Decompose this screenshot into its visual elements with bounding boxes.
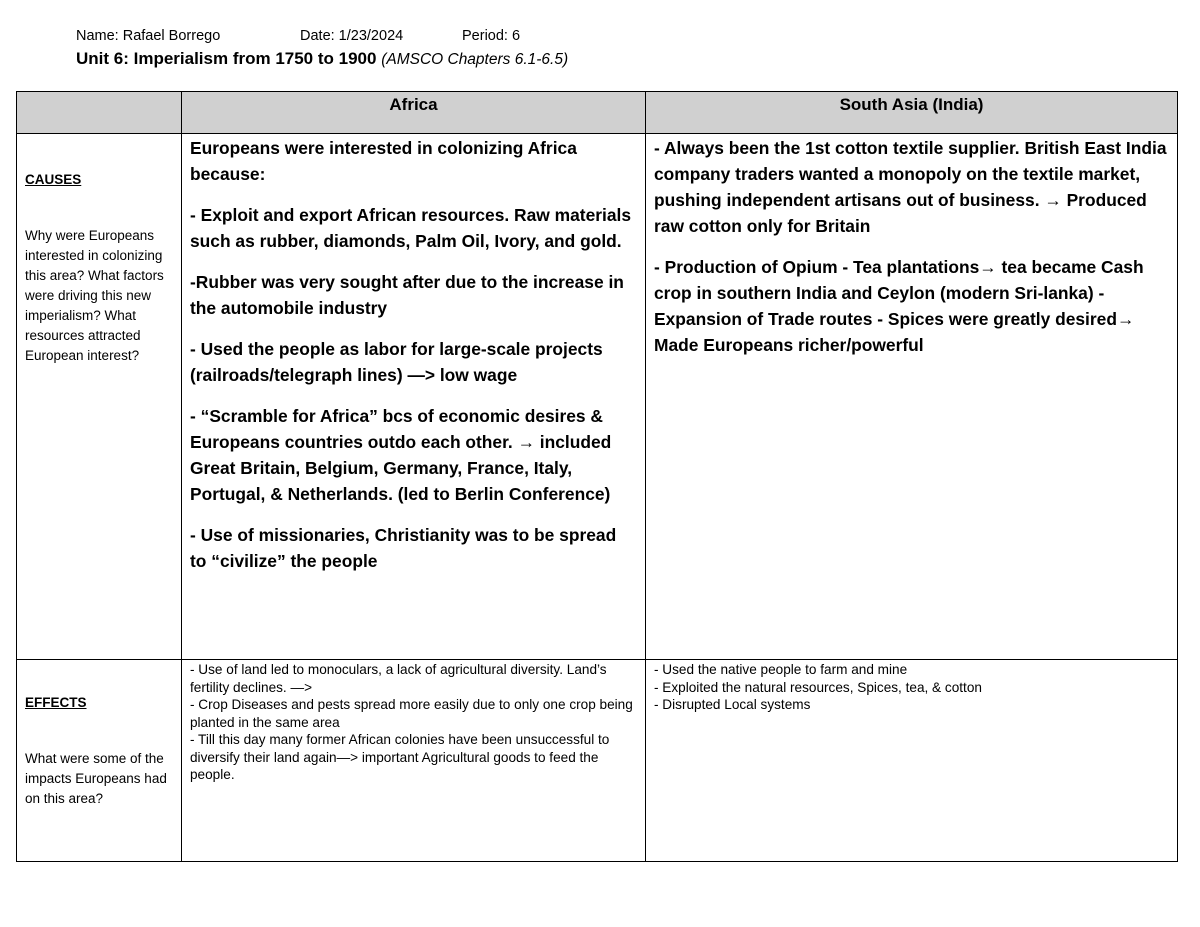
effects-question: What were some of the impacts Europeans had on this area? (25, 751, 167, 806)
causes-africa-item: - Exploit and export African resources. Raw materials such as rubber, diamonds, Palm Oil, Ivory, and gold. (190, 205, 632, 251)
effects-heading: EFFECTS (25, 695, 87, 710)
notes-table (16, 91, 1178, 862)
student-name: Name: Rafael Borrego (76, 28, 221, 44)
causes-africa-item: Europeans were interested in colonizing Africa because: (190, 138, 577, 184)
effects-india-item: - Disrupted Local systems (654, 697, 811, 712)
effects-india-cell[interactable] (646, 660, 1178, 862)
class-period: Period: 6 (462, 28, 521, 44)
causes-africa-item: - “Scramble for Africa” bcs of economic desires & Europeans countries outdo each other. → included Great Britain, Belgium, Germany, France, Italy, Portugal, & Netherlands. (led to Berlin Conference) (190, 406, 612, 504)
assignment-date: Date: 1/23/2024 (300, 28, 404, 44)
effects-label-cell (17, 660, 182, 862)
causes-africa-item: - Use of missionaries, Christianity was to be spread to “civilize” the people (190, 525, 617, 571)
header-cell-blank (17, 92, 182, 134)
causes-india-cell[interactable] (646, 134, 1178, 660)
causes-africa-item: -Rubber was very sought after due to the increase in the automobile industry (190, 272, 624, 318)
causes-africa-item: - Used the people as labor for large-scale projects (railroads/telegraph lines) —> low wage (190, 339, 603, 385)
column-title-africa: Africa (389, 95, 438, 114)
unit-subtitle: (AMSCO Chapters 6.1-6.5) (381, 51, 569, 68)
causes-label-cell (17, 134, 182, 660)
effects-africa-item: - Use of land led to monoculars, a lack of agricultural diversity. Land’s fertility declines. —> (190, 662, 607, 695)
causes-india-item: - Production of Opium - Tea plantations→ tea became Cash crop in southern India and Ceylon (modern Sri-lanka) - Expansion of Trade routes - Spices were greatly desired→ Made Europeans richer/powerful (654, 257, 1144, 355)
effects-africa-item: - Crop Diseases and pests spread more easily due to only one crop being planted in the same area (190, 697, 633, 730)
effects-india-item: - Exploited the natural resources, Spices, tea, & cotton (654, 679, 982, 695)
header-cell-africa (182, 92, 646, 134)
causes-africa-cell[interactable] (182, 134, 646, 660)
effects-india-item: - Used the native people to farm and mine (654, 662, 908, 677)
effects-africa-cell[interactable] (182, 660, 646, 862)
causes-row (17, 134, 1178, 660)
unit-title: Unit 6: Imperialism from 1750 to 1900 (76, 49, 377, 68)
document-title (76, 49, 568, 69)
column-title-india: South Asia (India) (839, 95, 984, 114)
effects-africa-item: - Till this day many former African colonies have been unsuccessful to diversify their land again—> important Agricultural goods to feed the people. (190, 732, 610, 782)
header-cell-india (646, 92, 1178, 134)
causes-india-item: - Always been the 1st cotton textile supplier. British East India company traders wanted a monopoly on the textile market, pushing independent artisans out of business. → Produced raw cotton only for Britain (654, 138, 1167, 236)
table-header-row (17, 92, 1178, 134)
causes-heading: CAUSES (25, 172, 82, 187)
causes-question: Why were Europeans interested in colonizing this area? What factors were driving this new imperialism? What resources attracted European interest? (25, 228, 164, 363)
student-info-line (76, 28, 520, 44)
effects-row (17, 660, 1178, 862)
